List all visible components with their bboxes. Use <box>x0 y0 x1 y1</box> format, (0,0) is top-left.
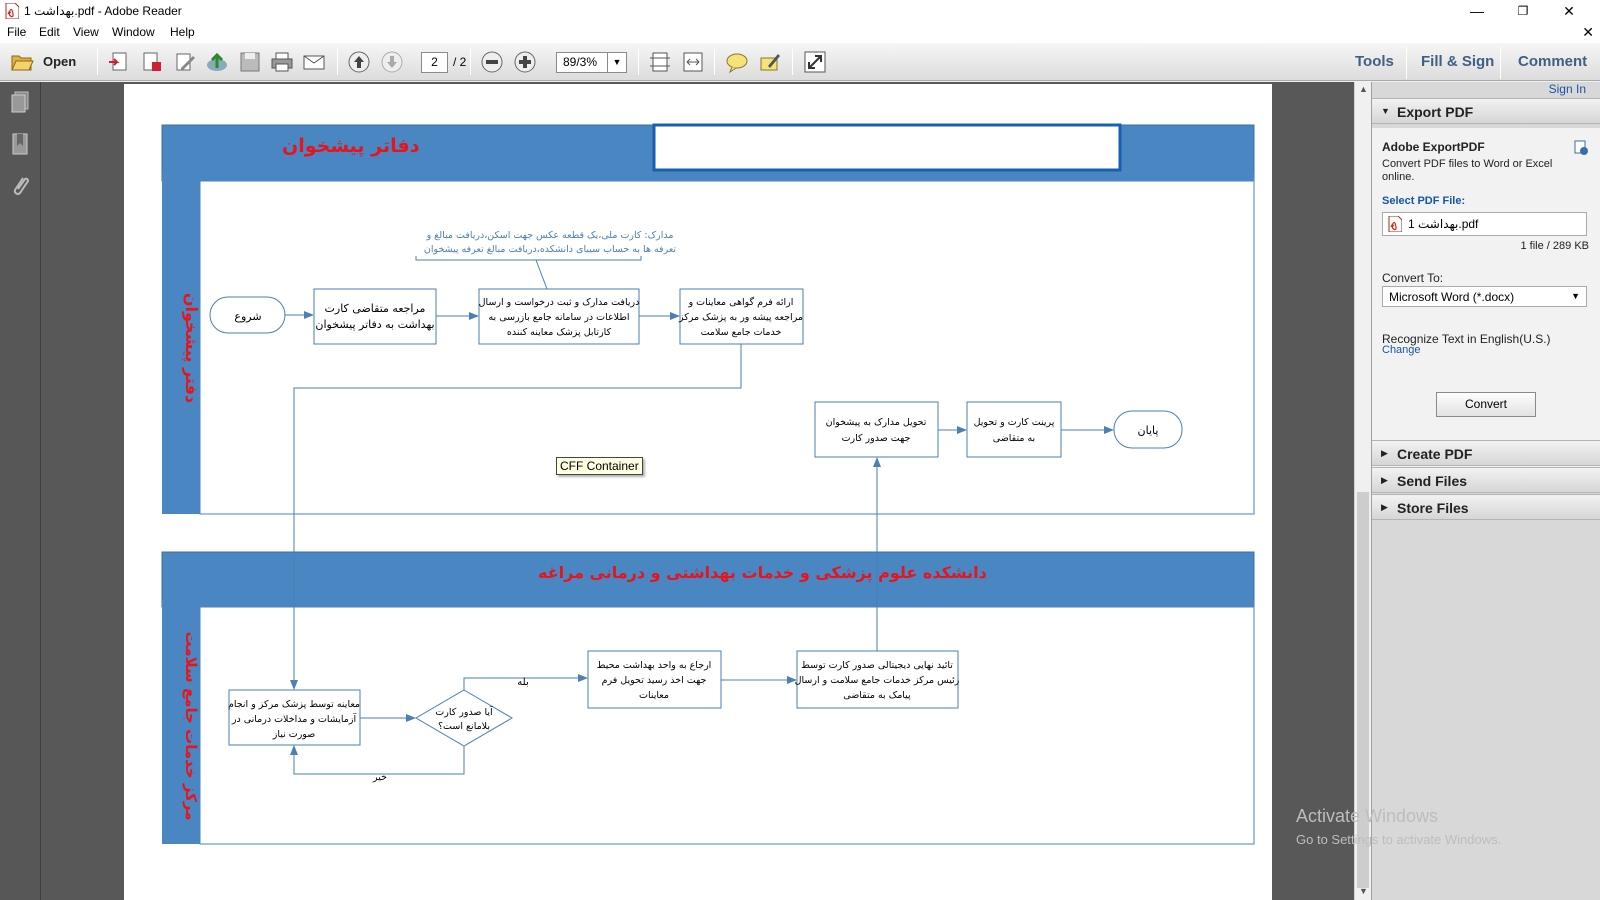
zoom-dropdown-button[interactable]: ▼ <box>608 52 627 73</box>
scroll-up-icon[interactable]: ▲ <box>1359 84 1368 94</box>
svg-text:پیامک به متقاضی: پیامک به متقاضی <box>843 690 911 701</box>
pdf-file-icon <box>1388 216 1402 232</box>
deliver-docs-box <box>815 402 938 457</box>
lane1-body <box>200 181 1254 514</box>
store-files-header[interactable] <box>1372 494 1600 520</box>
toolbar-separator <box>1500 47 1501 79</box>
toolbar-separator <box>714 49 715 75</box>
pdf-page <box>124 84 1272 900</box>
page-thumbnails-icon[interactable] <box>9 90 31 114</box>
lane1-header-title: دفاتر پیشخوان <box>282 135 420 157</box>
previous-page-icon[interactable] <box>347 50 371 74</box>
file-size-info: 1 file / 289 KB <box>1520 240 1589 252</box>
svg-text:مراجعه متقاضی کارت: مراجعه متقاضی کارت <box>324 302 426 315</box>
svg-text:دریافت مدارک و ثبت درخواست و ا: دریافت مدارک و ثبت درخواست و ارسال <box>478 297 640 308</box>
print-card-box <box>967 402 1061 457</box>
collapsed-triangle-icon: ▶ <box>1381 448 1388 458</box>
flowchart-diagram <box>124 84 1272 900</box>
menu-view[interactable]: View <box>73 25 99 39</box>
convert-to-label: Convert To: <box>1382 271 1444 285</box>
comment-icon[interactable] <box>725 50 749 74</box>
print-icon[interactable] <box>270 50 294 74</box>
fullscreen-icon[interactable] <box>803 50 827 74</box>
toolbar-separator <box>470 49 471 75</box>
convert-format-value: Microsoft Word (*.docx) <box>1389 290 1515 304</box>
export-pdf-icon[interactable] <box>140 50 164 74</box>
send-files-label: Send Files <box>1397 473 1468 489</box>
export-description: Convert PDF files to Word or Excel online. <box>1382 158 1553 183</box>
activate-windows-title: Activate Windows <box>1296 806 1439 826</box>
svg-text:معاینات: معاینات <box>639 690 669 701</box>
highlight-icon[interactable] <box>758 50 782 74</box>
scroll-thumb[interactable] <box>1357 492 1369 888</box>
svg-text:مدارک: کارت ملی،یک قطعه عکس جه: مدارک: کارت ملی،یک قطعه عکس جهت اسکن،دریافت مبالغ و <box>426 230 674 241</box>
next-page-icon[interactable] <box>380 50 404 74</box>
maximize-button[interactable]: ❐ <box>1517 4 1529 18</box>
pdf-file-icon <box>5 3 19 19</box>
navigation-pane <box>0 82 41 900</box>
zoom-out-icon[interactable] <box>480 50 504 74</box>
tab-comment[interactable]: Comment <box>1518 53 1588 70</box>
cff-container-tooltip: CFF Container <box>556 457 643 475</box>
zoom-level-input[interactable]: 89/3% <box>556 52 608 73</box>
lane1-header-strip <box>162 174 1254 181</box>
no-label: خیر <box>373 772 387 783</box>
end-label: پایان <box>1137 424 1159 437</box>
page-number-input[interactable]: 2 <box>421 52 448 73</box>
tab-tools[interactable]: Tools <box>1355 53 1394 70</box>
svg-text:جهت صدور کارت: جهت صدور کارت <box>841 433 911 444</box>
fit-page-icon[interactable] <box>648 50 672 74</box>
svg-text:بلامانع است؟: بلامانع است؟ <box>438 721 490 732</box>
start-label: شروع <box>234 310 262 323</box>
convert-button[interactable]: Convert <box>1436 392 1536 417</box>
svg-text:اطلاعات در سامانه جامع بازرسی: اطلاعات در سامانه جامع بازرسی به <box>488 312 630 323</box>
menu-edit[interactable]: Edit <box>39 25 60 39</box>
toolbar-separator <box>337 49 338 75</box>
expanded-triangle-icon: ▼ <box>1381 106 1390 116</box>
window-title: بهداشت 1.pdf - Adobe Reader <box>24 4 182 18</box>
lane2-header-strip <box>162 600 1254 607</box>
svg-text:آیا صدور کارت: آیا صدور کارت <box>435 707 493 718</box>
scroll-down-icon[interactable]: ▼ <box>1359 886 1368 896</box>
minimize-button[interactable]: — <box>1470 3 1484 19</box>
svg-text:جهت اخذ رسید تحویل فرم: جهت اخذ رسید تحویل فرم <box>601 675 707 686</box>
export-pdf-header[interactable] <box>1372 98 1600 124</box>
tab-fill-and-sign[interactable]: Fill & Sign <box>1421 53 1495 70</box>
svg-text:پرینت کارت و تحویل: پرینت کارت و تحویل <box>973 417 1055 428</box>
svg-text:مراجعه پیشه ور به پزشک مرکز: مراجعه پیشه ور به پزشک مرکز <box>678 312 804 323</box>
toolbar-separator <box>792 49 793 75</box>
svg-text:رئیس مرکز خدمات جامع سلامت و ا: رئیس مرکز خدمات جامع سلامت و ارسال <box>794 675 960 686</box>
vertical-scrollbar[interactable] <box>1354 82 1371 900</box>
tools-panel <box>1371 82 1600 900</box>
svg-text:به متقاضی: به متقاضی <box>992 433 1036 444</box>
bookmarks-icon[interactable] <box>9 132 31 156</box>
email-icon[interactable] <box>302 50 326 74</box>
activate-windows-subtitle: Go to Settings to activate Windows. <box>1296 832 1502 847</box>
export-pdf-panel <box>1372 128 1600 468</box>
step1-box <box>314 289 436 344</box>
svg-text:آزمایشات و مداخلات درمانی در: آزمایشات و مداخلات درمانی در <box>231 714 357 725</box>
menu-help[interactable]: Help <box>170 25 195 39</box>
yes-label: بله <box>517 677 529 688</box>
send-files-header[interactable] <box>1372 467 1600 493</box>
close-window-button[interactable]: ✕ <box>1563 3 1575 19</box>
toolbar-separator <box>97 49 98 75</box>
svg-text:تائید نهایی دیجیتالی صدور کارت: تائید نهایی دیجیتالی صدور کارت توسط <box>801 660 953 671</box>
attachments-icon[interactable] <box>9 174 31 198</box>
create-pdf-icon[interactable] <box>107 50 131 74</box>
toolbar <box>0 43 1600 81</box>
close-document-button[interactable]: ✕ <box>1582 24 1594 40</box>
svg-text:تحویل مدارک به پیشخوان: تحویل مدارک به پیشخوان <box>825 417 927 428</box>
upload-icon[interactable] <box>205 50 229 74</box>
selected-file-field[interactable] <box>1382 212 1587 236</box>
title-bar <box>0 0 1600 23</box>
document-view[interactable] <box>41 82 1354 900</box>
toolbar-separator <box>638 49 639 75</box>
open-folder-icon[interactable] <box>10 50 34 74</box>
chevron-down-icon: ▼ <box>1571 291 1580 301</box>
menu-bar <box>0 23 1600 43</box>
open-button[interactable]: Open <box>43 54 77 69</box>
header-white-box <box>654 125 1120 170</box>
collapsed-triangle-icon: ▶ <box>1381 475 1388 485</box>
svg-text:بهداشت به دفاتر پیشخوان: بهداشت به دفاتر پیشخوان <box>315 318 435 331</box>
sign-in-link[interactable]: Sign In <box>1548 82 1586 96</box>
svg-text:تعرفه ها به حساب سیبای دانشکده: تعرفه ها به حساب سیبای دانشکده،دریافت مبالغ تعرفه پیشخوان <box>423 244 677 255</box>
selected-file-name: بهداشت 1.pdf <box>1408 217 1479 231</box>
create-pdf-label: Create PDF <box>1397 446 1473 462</box>
lane1-side-title: دفتر پیشخوان <box>182 292 201 404</box>
create-pdf-header[interactable] <box>1372 440 1600 466</box>
recognize-text-label: Recognize Text in English(U.S.) <box>1382 332 1551 346</box>
lane2-side-title: مرکز خدمات جامع سلامت <box>182 631 200 821</box>
export-info-icon[interactable] <box>1573 140 1589 156</box>
save-icon[interactable] <box>238 50 262 74</box>
toolbar-separator <box>1406 47 1407 79</box>
edit-icon[interactable] <box>173 50 197 74</box>
zoom-in-icon[interactable] <box>513 50 537 74</box>
convert-format-select[interactable] <box>1382 286 1587 307</box>
svg-text:صورت نیاز: صورت نیاز <box>272 729 316 740</box>
svg-text:کارتابل پزشک معاینه کننده: کارتابل پزشک معاینه کننده <box>506 327 612 338</box>
svg-text:ارجاع به واحد بهداشت محیط: ارجاع به واحد بهداشت محیط <box>596 660 712 671</box>
fit-width-icon[interactable] <box>681 50 705 74</box>
page-total: / 2 <box>453 55 467 69</box>
menu-file[interactable]: File <box>7 25 27 39</box>
export-pdf-header-label: Export PDF <box>1397 104 1474 120</box>
change-language-link[interactable]: Change <box>1382 344 1421 356</box>
menu-window[interactable]: Window <box>112 25 155 39</box>
store-files-label: Store Files <box>1397 500 1469 516</box>
lane2-header-title: دانشکده علوم پزشکی و خدمات بهداشتی و درمانی مراغه <box>538 563 987 582</box>
svg-text:معاینه توسط پزشک مرکز و انجام: معاینه توسط پزشک مرکز و انجام <box>227 699 361 710</box>
select-file-label: Select PDF File: <box>1382 195 1466 207</box>
svg-text:خدمات جامع سلامت: خدمات جامع سلامت <box>700 327 782 338</box>
svg-text:ارائه فرم گواهی معاینات و: ارائه فرم گواهی معاینات و <box>688 297 794 308</box>
collapsed-triangle-icon: ▶ <box>1381 502 1388 512</box>
export-product-name: Adobe ExportPDF <box>1382 140 1485 154</box>
